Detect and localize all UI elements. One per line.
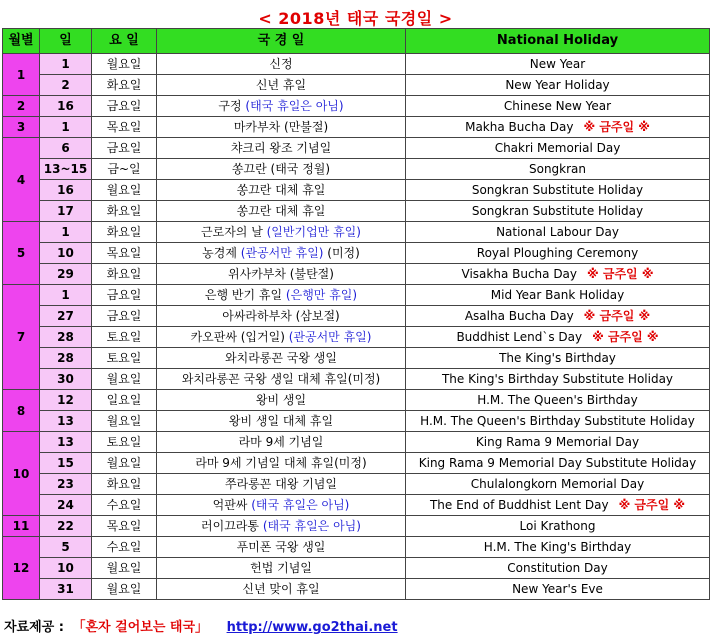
month-cell: 5 bbox=[3, 222, 40, 285]
day-cell: 6 bbox=[40, 138, 92, 159]
holiday-note: (일반기업만 휴일) bbox=[266, 225, 361, 239]
day-cell: 29 bbox=[40, 264, 92, 285]
table-row bbox=[3, 432, 710, 453]
korean-holiday-cell bbox=[157, 201, 406, 222]
korean-holiday-cell bbox=[157, 516, 406, 537]
month-cell: 8 bbox=[3, 390, 40, 432]
month-cell: 12 bbox=[3, 537, 40, 600]
korean-holiday-name: 신년 휴일 bbox=[255, 78, 307, 92]
table-row bbox=[3, 222, 710, 243]
month-cell: 3 bbox=[3, 117, 40, 138]
source-credit bbox=[4, 616, 398, 635]
english-holiday-name: New Year's Eve bbox=[512, 582, 603, 596]
english-holiday-name: The King's Birthday Substitute Holiday bbox=[441, 372, 674, 386]
weekday-cell: 화요일 bbox=[92, 75, 157, 96]
day-cell: 13 bbox=[40, 411, 92, 432]
weekday-cell: 금~일 bbox=[92, 159, 157, 180]
table-row bbox=[3, 369, 710, 390]
english-holiday-name: New Year bbox=[529, 57, 586, 71]
day-cell: 1 bbox=[40, 222, 92, 243]
header-weekday: 요 일 bbox=[92, 29, 157, 54]
english-holiday-cell bbox=[406, 495, 710, 516]
korean-holiday-name: 마카부차 (만불절) bbox=[233, 120, 329, 134]
table-row bbox=[3, 201, 710, 222]
english-holiday-name: Chulalongkorn Memorial Day bbox=[470, 477, 645, 491]
table-row bbox=[3, 285, 710, 306]
english-holiday-cell bbox=[406, 180, 710, 201]
korean-holiday-cell bbox=[157, 180, 406, 201]
table-row bbox=[3, 75, 710, 96]
english-holiday-cell bbox=[406, 516, 710, 537]
day-cell: 1 bbox=[40, 117, 92, 138]
weekday-cell: 월요일 bbox=[92, 453, 157, 474]
korean-holiday-name: 왕비 생일 대체 휴일 bbox=[228, 414, 334, 428]
korean-holiday-name: 챠크리 왕조 기념일 bbox=[230, 141, 332, 155]
weekday-cell: 금요일 bbox=[92, 96, 157, 117]
table-body bbox=[3, 54, 710, 600]
english-holiday-name: Asalha Bucha Day bbox=[464, 309, 574, 323]
alcohol-ban-mark: ※ 금주일 ※ bbox=[583, 120, 650, 134]
korean-holiday-name: 푸미폰 국왕 생일 bbox=[236, 540, 326, 554]
english-holiday-cell bbox=[406, 453, 710, 474]
english-holiday-name: Constitution Day bbox=[507, 561, 608, 575]
english-holiday-name: H.M. The Queen's Birthday Substitute Holiday bbox=[420, 414, 695, 428]
table-header-row bbox=[3, 29, 710, 54]
korean-holiday-name: 러이끄라통 bbox=[201, 519, 263, 533]
weekday-cell: 월요일 bbox=[92, 558, 157, 579]
korean-holiday-cell bbox=[157, 75, 406, 96]
alcohol-ban-mark: ※ 금주일 ※ bbox=[618, 498, 686, 512]
english-holiday-cell bbox=[406, 558, 710, 579]
weekday-cell: 월요일 bbox=[92, 411, 157, 432]
english-holiday-cell bbox=[406, 285, 710, 306]
korean-holiday-cell bbox=[157, 453, 406, 474]
holiday-note-suffix: (미정) bbox=[323, 246, 360, 260]
day-cell: 30 bbox=[40, 369, 92, 390]
table-row bbox=[3, 537, 710, 558]
korean-holiday-name: 신년 맞이 휴일 bbox=[242, 582, 320, 596]
korean-holiday-name: 라마 9세 기념일 bbox=[238, 435, 324, 449]
holiday-note: (관공서만 휴일) bbox=[240, 246, 324, 260]
english-holiday-cell bbox=[406, 243, 710, 264]
english-holiday-cell bbox=[406, 474, 710, 495]
korean-holiday-name: 억판싸 bbox=[212, 498, 252, 512]
english-holiday-name: Visakha Bucha Day bbox=[461, 267, 578, 281]
day-cell: 13 bbox=[40, 432, 92, 453]
english-holiday-cell bbox=[406, 327, 710, 348]
day-cell: 5 bbox=[40, 537, 92, 558]
english-holiday-name: King Rama 9 Memorial Day bbox=[475, 435, 640, 449]
english-holiday-name: H.M. The Queen's Birthday bbox=[477, 393, 638, 407]
korean-holiday-cell bbox=[157, 495, 406, 516]
alcohol-ban-mark: ※ 금주일 ※ bbox=[592, 330, 659, 344]
korean-holiday-cell bbox=[157, 558, 406, 579]
english-holiday-name: Loi Krathong bbox=[519, 519, 596, 533]
english-holiday-name: Royal Ploughing Ceremony bbox=[476, 246, 639, 260]
english-holiday-cell bbox=[406, 264, 710, 285]
english-holiday-cell bbox=[406, 579, 710, 600]
korean-holiday-name: 쏭끄란 대체 휴일 bbox=[236, 183, 326, 197]
weekday-cell: 월요일 bbox=[92, 369, 157, 390]
english-holiday-name: Chakri Memorial Day bbox=[494, 141, 621, 155]
english-holiday-name: H.M. The King's Birthday bbox=[483, 540, 632, 554]
korean-holiday-name: 쏭끄란 대체 휴일 bbox=[236, 204, 326, 218]
weekday-cell: 월요일 bbox=[92, 180, 157, 201]
day-cell: 13~15 bbox=[40, 159, 92, 180]
english-holiday-cell bbox=[406, 369, 710, 390]
day-cell: 1 bbox=[40, 285, 92, 306]
korean-holiday-cell bbox=[157, 117, 406, 138]
korean-holiday-name: 쭈라롱꼰 대왕 기념일 bbox=[225, 477, 337, 491]
english-holiday-cell bbox=[406, 411, 710, 432]
weekday-cell: 월요일 bbox=[92, 54, 157, 75]
english-holiday-cell bbox=[406, 96, 710, 117]
month-cell: 7 bbox=[3, 285, 40, 390]
day-cell: 2 bbox=[40, 75, 92, 96]
weekday-cell: 토요일 bbox=[92, 432, 157, 453]
weekday-cell: 토요일 bbox=[92, 348, 157, 369]
korean-holiday-cell bbox=[157, 411, 406, 432]
day-cell: 31 bbox=[40, 579, 92, 600]
weekday-cell: 일요일 bbox=[92, 390, 157, 411]
table-row bbox=[3, 495, 710, 516]
korean-holiday-cell bbox=[157, 159, 406, 180]
english-holiday-name: Chinese New Year bbox=[503, 99, 612, 113]
korean-holiday-cell bbox=[157, 474, 406, 495]
header-english: National Holiday bbox=[406, 29, 710, 54]
weekday-cell: 목요일 bbox=[92, 516, 157, 537]
weekday-cell: 화요일 bbox=[92, 201, 157, 222]
header-korean: 국 경 일 bbox=[157, 29, 406, 54]
day-cell: 23 bbox=[40, 474, 92, 495]
korean-holiday-cell bbox=[157, 327, 406, 348]
table-row bbox=[3, 306, 710, 327]
english-holiday-name: The King's Birthday bbox=[499, 351, 616, 365]
english-holiday-name: Buddhist Lend`s Day bbox=[456, 330, 583, 344]
korean-holiday-name: 은행 반기 휴일 bbox=[204, 288, 286, 302]
english-holiday-cell bbox=[406, 159, 710, 180]
korean-holiday-cell bbox=[157, 390, 406, 411]
table-row bbox=[3, 390, 710, 411]
korean-holiday-name: 구정 bbox=[218, 99, 246, 113]
english-holiday-cell bbox=[406, 54, 710, 75]
month-cell: 1 bbox=[3, 54, 40, 96]
korean-holiday-name: 왕비 생일 bbox=[255, 393, 307, 407]
weekday-cell: 목요일 bbox=[92, 243, 157, 264]
weekday-cell: 화요일 bbox=[92, 222, 157, 243]
header-month: 월별 bbox=[3, 29, 40, 54]
korean-holiday-cell bbox=[157, 348, 406, 369]
day-cell: 28 bbox=[40, 348, 92, 369]
english-holiday-name: The End of Buddhist Lent Day bbox=[429, 498, 609, 512]
table-row bbox=[3, 96, 710, 117]
weekday-cell: 목요일 bbox=[92, 117, 157, 138]
weekday-cell: 월요일 bbox=[92, 579, 157, 600]
weekday-cell: 토요일 bbox=[92, 327, 157, 348]
alcohol-ban-mark: ※ 금주일 ※ bbox=[583, 309, 651, 323]
holiday-note: (태국 휴일은 아님) bbox=[251, 498, 350, 512]
english-holiday-cell bbox=[406, 537, 710, 558]
english-holiday-name: Mid Year Bank Holiday bbox=[490, 288, 625, 302]
source-book-title: 「혼자 걸어보는 태국」 bbox=[72, 620, 209, 635]
table-row bbox=[3, 117, 710, 138]
korean-holiday-name: 신정 bbox=[269, 57, 293, 71]
alcohol-ban-mark: ※ 금주일 ※ bbox=[587, 267, 654, 281]
korean-holiday-cell bbox=[157, 285, 406, 306]
weekday-cell: 금요일 bbox=[92, 285, 157, 306]
english-holiday-name: King Rama 9 Memorial Day Substitute Holiday bbox=[418, 456, 697, 470]
weekday-cell: 금요일 bbox=[92, 306, 157, 327]
month-cell: 10 bbox=[3, 432, 40, 516]
english-holiday-cell bbox=[406, 222, 710, 243]
english-holiday-cell bbox=[406, 138, 710, 159]
korean-holiday-name: 위사카부차 (불탄절) bbox=[228, 267, 334, 281]
holiday-note: (태국 휴일은 아님) bbox=[262, 519, 361, 533]
table-row bbox=[3, 453, 710, 474]
holiday-table bbox=[2, 28, 710, 600]
english-holiday-cell bbox=[406, 75, 710, 96]
korean-holiday-name: 와치라롱꼰 국왕 생일 bbox=[225, 351, 337, 365]
day-cell: 1 bbox=[40, 54, 92, 75]
month-cell: 2 bbox=[3, 96, 40, 117]
korean-holiday-cell bbox=[157, 369, 406, 390]
weekday-cell: 수요일 bbox=[92, 537, 157, 558]
korean-holiday-cell bbox=[157, 54, 406, 75]
korean-holiday-name: 농경제 bbox=[202, 246, 241, 260]
table-row bbox=[3, 159, 710, 180]
korean-holiday-name: 근로자의 날 bbox=[201, 225, 267, 239]
day-cell: 28 bbox=[40, 327, 92, 348]
english-holiday-name: Makha Bucha Day bbox=[465, 120, 574, 134]
korean-holiday-cell bbox=[157, 579, 406, 600]
weekday-cell: 화요일 bbox=[92, 264, 157, 285]
holiday-note: (태국 휴일은 아님) bbox=[245, 99, 344, 113]
table-row bbox=[3, 516, 710, 537]
korean-holiday-name: 라마 9세 기념일 대체 휴일(미정) bbox=[195, 456, 367, 470]
table-row bbox=[3, 579, 710, 600]
day-cell: 16 bbox=[40, 180, 92, 201]
day-cell: 17 bbox=[40, 201, 92, 222]
month-cell: 4 bbox=[3, 138, 40, 222]
header-day: 일 bbox=[40, 29, 92, 54]
month-cell: 11 bbox=[3, 516, 40, 537]
day-cell: 24 bbox=[40, 495, 92, 516]
weekday-cell: 금요일 bbox=[92, 138, 157, 159]
english-holiday-name: Songkran Substitute Holiday bbox=[471, 183, 644, 197]
korean-holiday-cell bbox=[157, 222, 406, 243]
korean-holiday-cell bbox=[157, 96, 406, 117]
weekday-cell: 수요일 bbox=[92, 495, 157, 516]
table-row bbox=[3, 558, 710, 579]
table-row bbox=[3, 54, 710, 75]
holiday-note: (관공서만 휴일) bbox=[288, 330, 372, 344]
english-holiday-cell bbox=[406, 117, 710, 138]
english-holiday-cell bbox=[406, 390, 710, 411]
day-cell: 16 bbox=[40, 96, 92, 117]
weekday-cell: 화요일 bbox=[92, 474, 157, 495]
source-link[interactable]: http://www.go2thai.net bbox=[226, 620, 398, 635]
day-cell: 15 bbox=[40, 453, 92, 474]
korean-holiday-cell bbox=[157, 306, 406, 327]
table-row bbox=[3, 264, 710, 285]
english-holiday-cell bbox=[406, 201, 710, 222]
table-row bbox=[3, 348, 710, 369]
day-cell: 12 bbox=[40, 390, 92, 411]
korean-holiday-cell bbox=[157, 537, 406, 558]
english-holiday-name: Songkran Substitute Holiday bbox=[471, 204, 644, 218]
table-row bbox=[3, 180, 710, 201]
table-row bbox=[3, 243, 710, 264]
english-holiday-name: Songkran bbox=[528, 162, 587, 176]
korean-holiday-name: 와치라롱꼰 국왕 생일 대체 휴일(미정) bbox=[181, 372, 381, 386]
table-row bbox=[3, 138, 710, 159]
korean-holiday-cell bbox=[157, 138, 406, 159]
table-row bbox=[3, 474, 710, 495]
korean-holiday-name: 헌법 기념일 bbox=[250, 561, 312, 575]
korean-holiday-cell bbox=[157, 264, 406, 285]
korean-holiday-name: 아싸라하부차 (삼보절) bbox=[222, 309, 340, 323]
day-cell: 10 bbox=[40, 558, 92, 579]
korean-holiday-name: 쏭끄란 (태국 정월) bbox=[231, 162, 331, 176]
day-cell: 27 bbox=[40, 306, 92, 327]
page-title: < 2018년 태국 국경일 > bbox=[258, 9, 453, 28]
english-holiday-name: New Year Holiday bbox=[505, 78, 610, 92]
table-row bbox=[3, 411, 710, 432]
korean-holiday-cell bbox=[157, 243, 406, 264]
table-row bbox=[3, 327, 710, 348]
english-holiday-cell bbox=[406, 432, 710, 453]
day-cell: 22 bbox=[40, 516, 92, 537]
day-cell: 10 bbox=[40, 243, 92, 264]
source-label: 자료제공 : bbox=[4, 620, 64, 635]
english-holiday-cell bbox=[406, 348, 710, 369]
korean-holiday-cell bbox=[157, 432, 406, 453]
korean-holiday-name: 카오판싸 (입거일) bbox=[190, 330, 289, 344]
holiday-note: (은행만 휴일) bbox=[285, 288, 358, 302]
english-holiday-cell bbox=[406, 306, 710, 327]
english-holiday-name: National Labour Day bbox=[496, 225, 619, 239]
